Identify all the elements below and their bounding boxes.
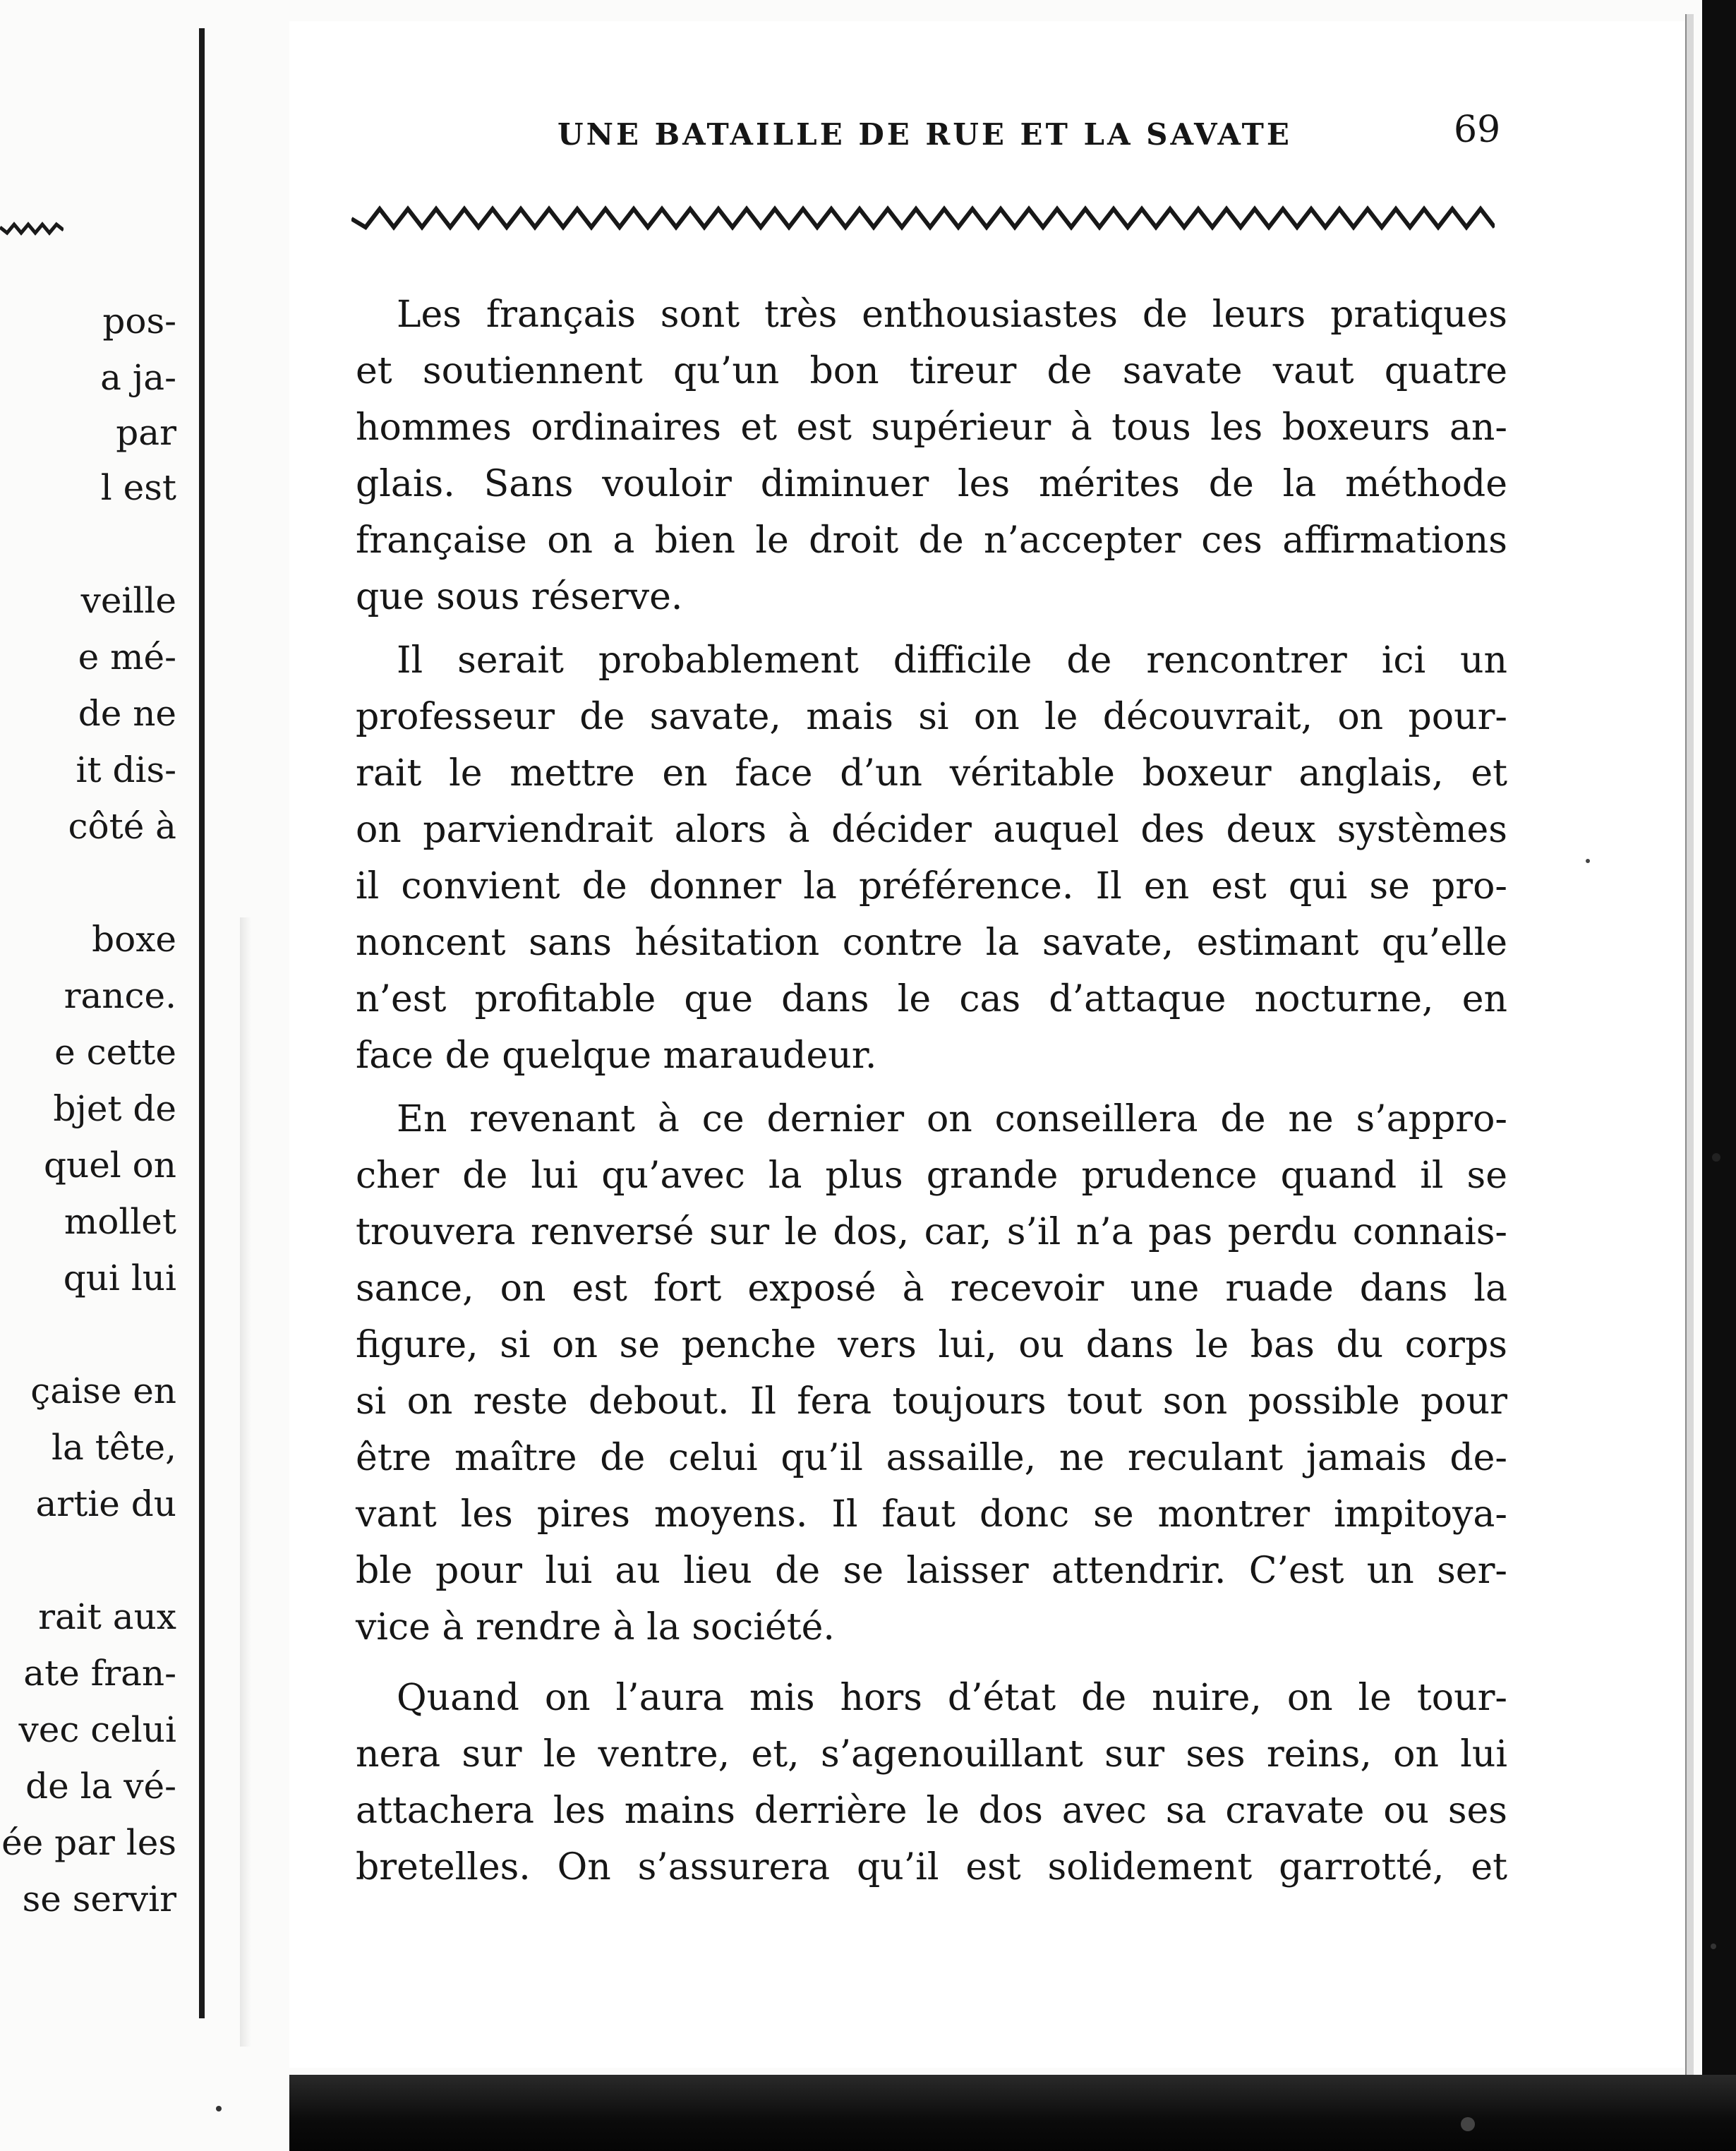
text-line: n’est profitable que dans le cas d’attaque nocturne, en: [356, 978, 1507, 1020]
text-line: En revenant à ce dernier on conseillera de ne s’appro-: [397, 1098, 1507, 1140]
left-fragment: côté à: [68, 806, 176, 847]
left-fragment: quel on: [44, 1145, 176, 1186]
left-fragment: par: [116, 412, 176, 453]
text-line: face de quelque maraudeur.: [356, 1035, 877, 1077]
text-line: attachera les mains derrière le dos avec sa cravate ou ses: [356, 1790, 1507, 1832]
left-fragment: mollet: [64, 1201, 176, 1242]
zigzag-ornament: [351, 203, 1495, 231]
left-fragment: e cette: [54, 1032, 176, 1073]
scan-border-right: [1702, 0, 1736, 2151]
text-line: nera sur le ventre, et, s’agenouillant sur ses reins, on lui: [356, 1733, 1507, 1776]
page-number: 69: [1454, 109, 1501, 151]
text-line: Il serait probablement difficile de rencontrer ici un: [397, 639, 1507, 682]
text-line: cher de lui qu’avec la plus grande prudence quand il se: [356, 1155, 1507, 1197]
text-line: rait le mettre en face d’un véritable boxeur anglais, et: [356, 752, 1507, 795]
page-edge: [1685, 14, 1694, 2075]
left-fragment: artie du: [35, 1483, 176, 1524]
text-line: trouvera renversé sur le dos, car, s’il n’a pas perdu connais-: [356, 1211, 1507, 1253]
text-line: vice à rendre à la société.: [356, 1606, 835, 1649]
left-fragment: bjet de: [53, 1088, 176, 1129]
left-ornament: [0, 220, 64, 237]
text-line: figure, si on se penche vers lui, ou dans le bas du corps: [356, 1324, 1507, 1366]
left-fragment: l est: [100, 467, 176, 508]
left-fragment: de la vé-: [25, 1766, 176, 1807]
text-line: sance, on est fort exposé à recevoir une ruade dans la: [356, 1267, 1507, 1310]
text-line: que sous réserve.: [356, 576, 683, 618]
scan-border-bottom: [289, 2075, 1736, 2151]
text-line: Quand on l’aura mis hors d’état de nuire, on le tour-: [397, 1677, 1507, 1719]
left-fragment: vec celui: [18, 1709, 176, 1750]
left-fragment: a ja-: [100, 357, 176, 398]
left-fragment: pos-: [102, 301, 176, 342]
left-fragment: se servir: [22, 1879, 176, 1920]
text-line: hommes ordinaires et est supérieur à tous les boxeurs an-: [356, 406, 1507, 449]
left-fragment: la tête,: [52, 1427, 176, 1468]
left-fragment: rance.: [64, 975, 176, 1016]
left-fragment: it dis-: [76, 749, 176, 790]
gutter-shadow: [240, 917, 251, 2047]
text-line: si on reste debout. Il fera toujours tout son possible pour: [356, 1380, 1507, 1423]
text-line: et soutiennent qu’un bon tireur de savate vaut quatre: [356, 350, 1507, 392]
gutter-line: [199, 28, 205, 2018]
text-line: glais. Sans vouloir diminuer les mérites de la méthode: [356, 463, 1507, 505]
text-line: on parviendrait alors à décider auquel des deux systèmes: [356, 809, 1507, 851]
text-line: professeur de savate, mais si on le découvrait, on pour-: [356, 696, 1507, 738]
left-fragment: boxe: [92, 919, 176, 960]
text-line: ble pour lui au lieu de se laisser attendrir. C’est un ser-: [356, 1550, 1507, 1592]
left-fragment: ate fran-: [23, 1653, 176, 1694]
text-line: il convient de donner la préférence. Il en est qui se pro-: [356, 865, 1507, 908]
left-fragment: veille: [80, 580, 176, 621]
text-line: française on a bien le droit de n’accepter ces affirmations: [356, 519, 1507, 562]
text-line: noncent sans hésitation contre la savate, estimant qu’elle: [356, 922, 1507, 964]
left-fragment: qui lui: [63, 1258, 176, 1299]
left-fragment: de ne: [78, 693, 176, 734]
left-fragment: e mé-: [78, 637, 176, 677]
left-fragment: ée par les: [1, 1822, 176, 1863]
text-line: bretelles. On s’assurera qu’il est solidement garrotté, et: [356, 1846, 1507, 1888]
text-line: être maître de celui qu’il assaille, ne reculant jamais de-: [356, 1437, 1507, 1479]
text-line: vant les pires moyens. Il faut donc se montrer impitoya-: [356, 1493, 1507, 1536]
left-fragment: çaise en: [30, 1370, 176, 1411]
running-head: UNE BATAILLE DE RUE ET LA SAVATE: [557, 117, 1292, 152]
text-line: Les français sont très enthousiastes de leurs pratiques: [397, 294, 1507, 336]
left-fragment: rait aux: [38, 1596, 176, 1637]
